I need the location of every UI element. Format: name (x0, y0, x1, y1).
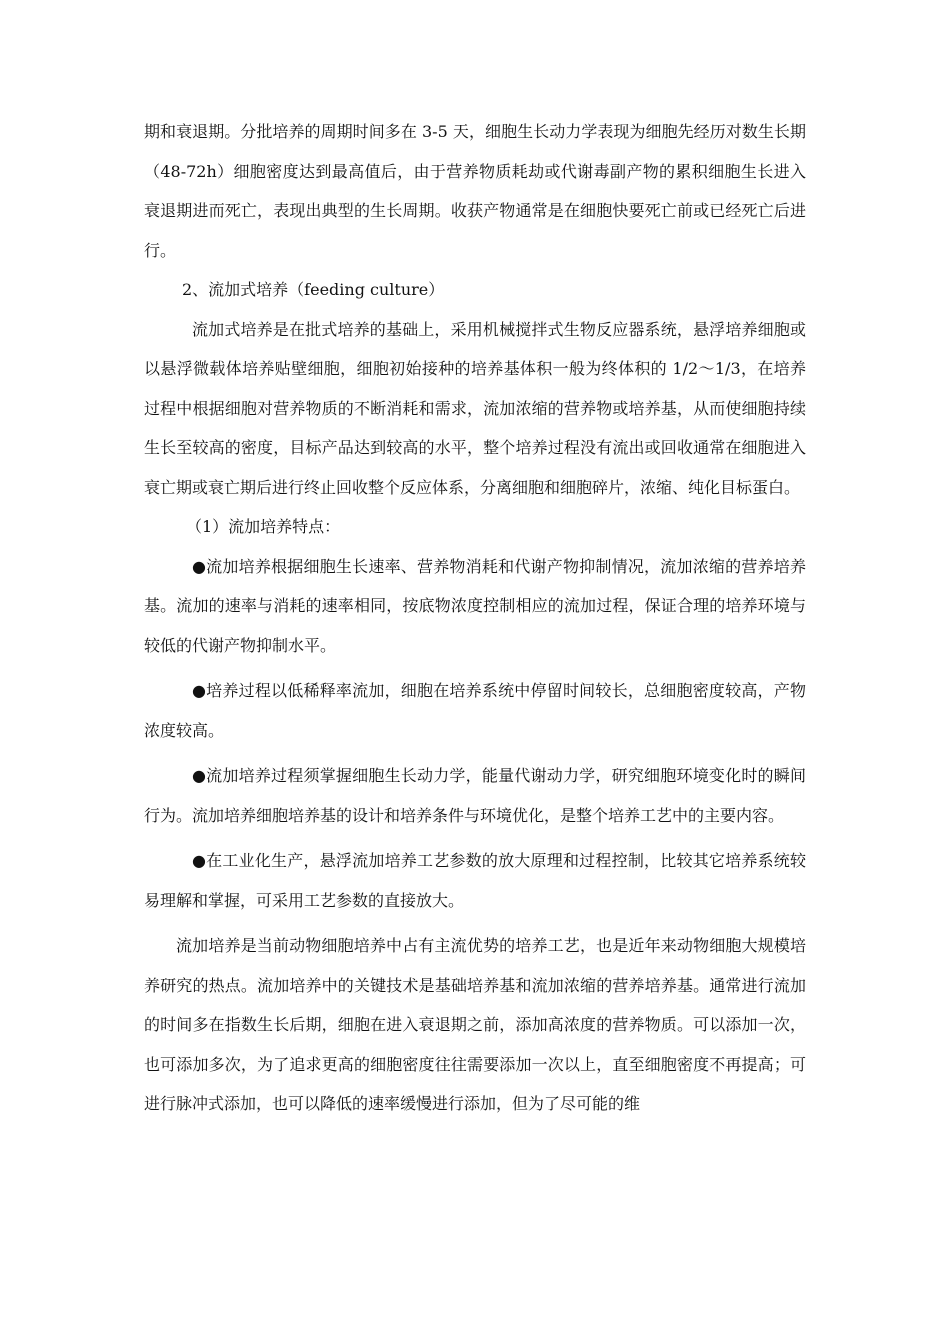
bullet-item-1: ●流加培养根据细胞生长速率、营养物消耗和代谢产物抑制情况，流加浓缩的营养培养基。流加的速率与消耗的速率相同，按底物浓度控制相应的流加过程，保证合理的培养环境与较低的代谢产物抑制水平。 (144, 556, 806, 655)
document-page (144, 112, 806, 1124)
paragraph-feeding-culture-intro: 流加式培养是在批式培养的基础上，采用机械搅拌式生物反应器系统，悬浮培养细胞或以悬浮微载体培养贴壁细胞，细胞初始接种的培养基体积一般为终体积的 1/2～1/3，在培养过程中根据细胞对营养物质的不断消耗和需求，流加浓缩的营养物或培养基，从而使细胞持续生长至较高的密度，目标产品达到较高的水平，整个培养过程没有流出或回收通常在细胞进入衰亡期或衰亡期后进行终止回收整个反应体系，分离细胞和细胞碎片，浓缩、纯化目标蛋白。 (144, 319, 806, 497)
bullet-item-4: ●在工业化生产，悬浮流加培养工艺参数的放大原理和过程控制，比较其它培养系统较易理解和掌握，可采用工艺参数的直接放大。 (144, 851, 806, 910)
bullet-item-3: ●流加培养过程须掌握细胞生长动力学，能量代谢动力学，研究细胞环境变化时的瞬间行为。流加培养细胞培养基的设计和培养条件与环境优化，是整个培养工艺中的主要内容。 (144, 766, 806, 825)
section-heading-feeding-culture: 2、流加式培养（feeding culture） (182, 280, 445, 299)
sub-heading-features: （1）流加培养特点： (186, 517, 341, 536)
bullet-item-2: ●培养过程以低稀释率流加，细胞在培养系统中停留时间较长，总细胞密度较高，产物浓度较高。 (144, 681, 806, 740)
paragraph-feeding-culture-key-tech: 流加培养是当前动物细胞培养中占有主流优势的培养工艺，也是近年来动物细胞大规模培养研究的热点。流加培养中的关键技术是基础培养基和流加浓缩的营养培养基。通常进行流加的时间多在指数生长后期，细胞在进入衰退期之前，添加高浓度的营养物质。可以添加一次，也可添加多次，为了追求更高的细胞密度往往需要添加一次以上，直至细胞密度不再提高；可进行脉冲式添加，也可以降低的速率缓慢进行添加，但为了尽可能的维 (144, 936, 806, 1113)
paragraph-batch-culture-end: 期和衰退期。分批培养的周期时间多在 3-5 天，细胞生长动力学表现为细胞先经历对数生长期（48-72h）细胞密度达到最高值后，由于营养物质耗劫或代谢毒副产物的累积细胞生长进入衰退期进而死亡，表现出典型的生长周期。收获产物通常是在细胞快要死亡前或已经死亡后进行。 (144, 122, 806, 260)
